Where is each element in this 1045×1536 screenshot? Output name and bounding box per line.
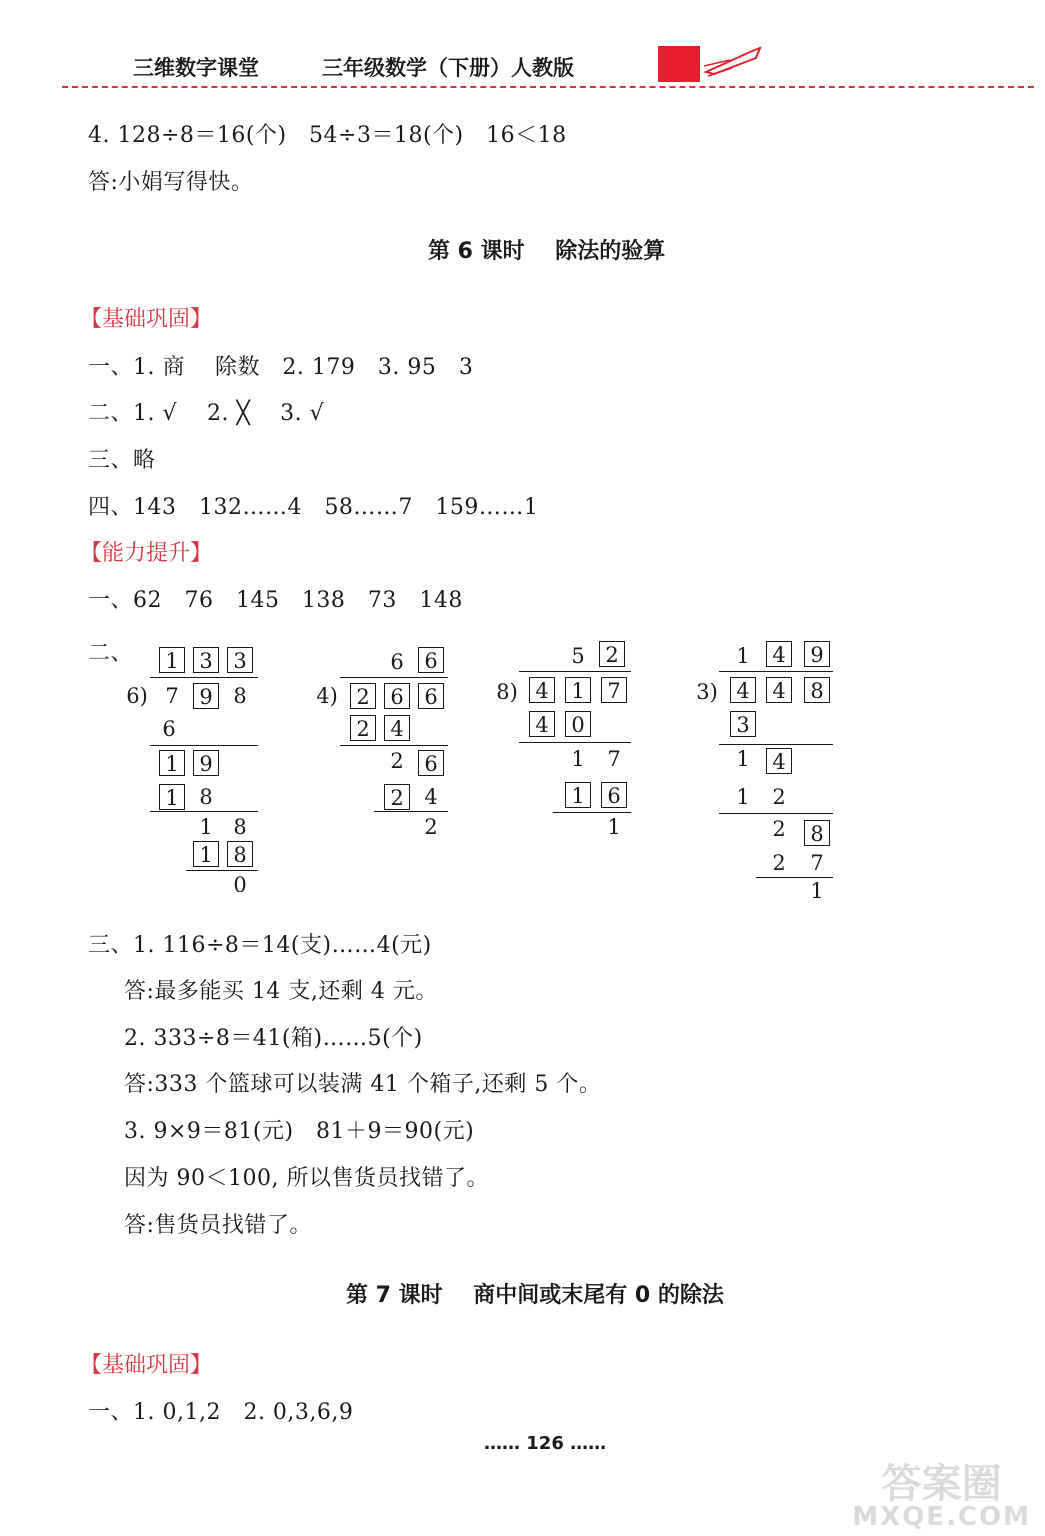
- divisor: 3): [696, 680, 718, 704]
- lesson6-basic-line-2: 二、1. √ 2. ╳ 3. √: [88, 401, 325, 426]
- prev-question-4: 4. 128÷8＝16(个) 54÷3＝18(个) 16＜18: [88, 123, 567, 148]
- quotient-digit-box: 1: [159, 647, 185, 673]
- step-digit: 1: [199, 815, 213, 839]
- step-digit: 1: [736, 785, 750, 809]
- dividend-digit-box: 4: [730, 677, 756, 703]
- divisor: 8): [496, 680, 518, 704]
- division-bar: [340, 677, 448, 678]
- lesson6-basic-line-3: 三、略: [88, 448, 156, 473]
- lesson7-title: 第 7 课时 商中间或末尾有 0 的除法: [346, 1283, 724, 1308]
- quotient-digit-box: 6: [418, 647, 444, 673]
- lesson6-ability-line-1: 一、62 76 145 138 73 148: [88, 588, 463, 613]
- quotient-digit-box: 3: [227, 647, 253, 673]
- remainder: 1: [607, 815, 621, 839]
- lesson6-basic-line-4: 四、143 132……4 58……7 159……1: [88, 495, 539, 520]
- step-digit: 1: [736, 747, 750, 771]
- step-line: [150, 811, 258, 812]
- step-digit: 2: [772, 817, 786, 841]
- dividend-digit-box: 4: [766, 677, 792, 703]
- division-bar: [150, 677, 258, 678]
- step-digit-box: 3: [730, 711, 756, 737]
- division-bar: [519, 671, 631, 672]
- dividend-digit-box: 8: [804, 677, 830, 703]
- lesson6-ability-tag: 【能力提升】: [80, 541, 213, 566]
- step-digit: 7: [607, 747, 621, 771]
- remainder: 1: [810, 879, 824, 903]
- step-digit-box: 2: [350, 715, 376, 741]
- lesson7-basic-line-1: 一、1. 0,1,2 2. 0,3,6,9: [88, 1400, 354, 1425]
- quotient-digit: 5: [571, 644, 585, 668]
- step-digit: 4: [424, 785, 438, 809]
- header-brand: 三维数字课堂: [133, 56, 259, 80]
- step-digit: 6: [162, 717, 176, 741]
- lesson6-basic-line-1: 一、1. 商 除数 2. 179 3. 95 3: [88, 355, 474, 380]
- step-digit: 2: [772, 785, 786, 809]
- divisor: 4): [316, 684, 338, 708]
- step-digit-box: 4: [529, 711, 555, 737]
- step-digit-box: 1: [565, 782, 591, 808]
- lesson6-ability3-line-3: 2. 333÷8＝41(箱)……5(个): [124, 1026, 423, 1051]
- lesson6-ability3-line-1: 三、1. 116÷8＝14(支)……4(元): [88, 933, 432, 958]
- quotient-digit: 6: [390, 650, 404, 674]
- step-digit-box: 1: [159, 784, 185, 810]
- dividend-digit-box: 4: [529, 677, 555, 703]
- dividend-digit: 7: [165, 684, 179, 708]
- lesson6-ability-label-2: 二、: [88, 641, 134, 666]
- page-number: …… 126 ……: [484, 1433, 607, 1454]
- lesson7-basic-tag: 【基础巩固】: [80, 1353, 213, 1378]
- step-digit-box: 8: [804, 820, 830, 846]
- quotient-digit-box: 9: [804, 641, 830, 667]
- step-line: [553, 812, 631, 813]
- step-digit-box: 2: [384, 784, 410, 810]
- quotient-digit-box: 2: [599, 641, 625, 667]
- prev-answer-4: 答:小娟写得快。: [88, 170, 254, 195]
- step-line: [150, 745, 258, 746]
- step-line: [374, 811, 448, 812]
- dividend-digit-box: 7: [601, 677, 627, 703]
- dividend-digit-box: 2: [350, 683, 376, 709]
- quotient-digit-box: 4: [766, 641, 792, 667]
- dividend-digit: 8: [233, 684, 247, 708]
- step-digit: 2: [772, 851, 786, 875]
- step-line: [519, 742, 631, 743]
- step-digit-box: 1: [193, 841, 219, 867]
- quotient-digit: 1: [736, 644, 750, 668]
- step-digit-box: 1: [159, 750, 185, 776]
- dividend-digit-box: 9: [193, 683, 219, 709]
- step-line: [719, 813, 833, 814]
- lesson6-title: 第 6 课时 除法的验算: [428, 239, 666, 264]
- watermark-url: MXQE.COM: [852, 1502, 1031, 1532]
- remainder: 0: [233, 873, 247, 897]
- step-digit: 7: [810, 851, 824, 875]
- step-digit-box: 6: [601, 782, 627, 808]
- lesson6-ability3-line-7: 答:售货员找错了。: [124, 1213, 312, 1238]
- dividend-digit-box: 1: [565, 677, 591, 703]
- header-red-block: [658, 46, 700, 82]
- step-line: [719, 744, 833, 745]
- step-digit: 1: [571, 747, 585, 771]
- division-bar: [719, 671, 833, 672]
- remainder: 2: [424, 815, 438, 839]
- step-digit-box: 4: [384, 715, 410, 741]
- dividend-digit-box: 6: [384, 683, 410, 709]
- lesson6-ability3-line-6: 因为 90＜100, 所以售货员找错了。: [124, 1166, 489, 1191]
- watermark-logo-text: 答案圈: [881, 1461, 1002, 1507]
- lesson6-basic-tag: 【基础巩固】: [80, 307, 213, 332]
- step-digit: 8: [233, 815, 247, 839]
- header-dashed-divider: [62, 86, 1034, 88]
- step-digit-box: 4: [766, 748, 792, 774]
- quotient-digit-box: 3: [193, 647, 219, 673]
- divisor: 6): [126, 684, 148, 708]
- dividend-digit-box: 6: [418, 683, 444, 709]
- rocket-icon: [702, 44, 764, 78]
- lesson6-ability3-line-2: 答:最多能买 14 支,还剩 4 元。: [124, 979, 438, 1004]
- watermark: [852, 1461, 1031, 1532]
- step-digit-box: 0: [565, 711, 591, 737]
- lesson6-ability3-line-5: 3. 9×9＝81(元) 81＋9＝90(元): [124, 1119, 475, 1144]
- step-digit: 2: [390, 749, 404, 773]
- step-digit-box: 9: [193, 750, 219, 776]
- step-digit-box: 8: [227, 841, 253, 867]
- step-digit: 8: [199, 785, 213, 809]
- lesson6-ability3-line-4: 答:333 个篮球可以装满 41 个箱子,还剩 5 个。: [124, 1072, 602, 1097]
- step-line: [186, 870, 258, 871]
- step-line: [340, 745, 448, 746]
- step-digit-box: 6: [418, 750, 444, 776]
- header-book-title: 三年级数学（下册）人教版: [322, 56, 574, 80]
